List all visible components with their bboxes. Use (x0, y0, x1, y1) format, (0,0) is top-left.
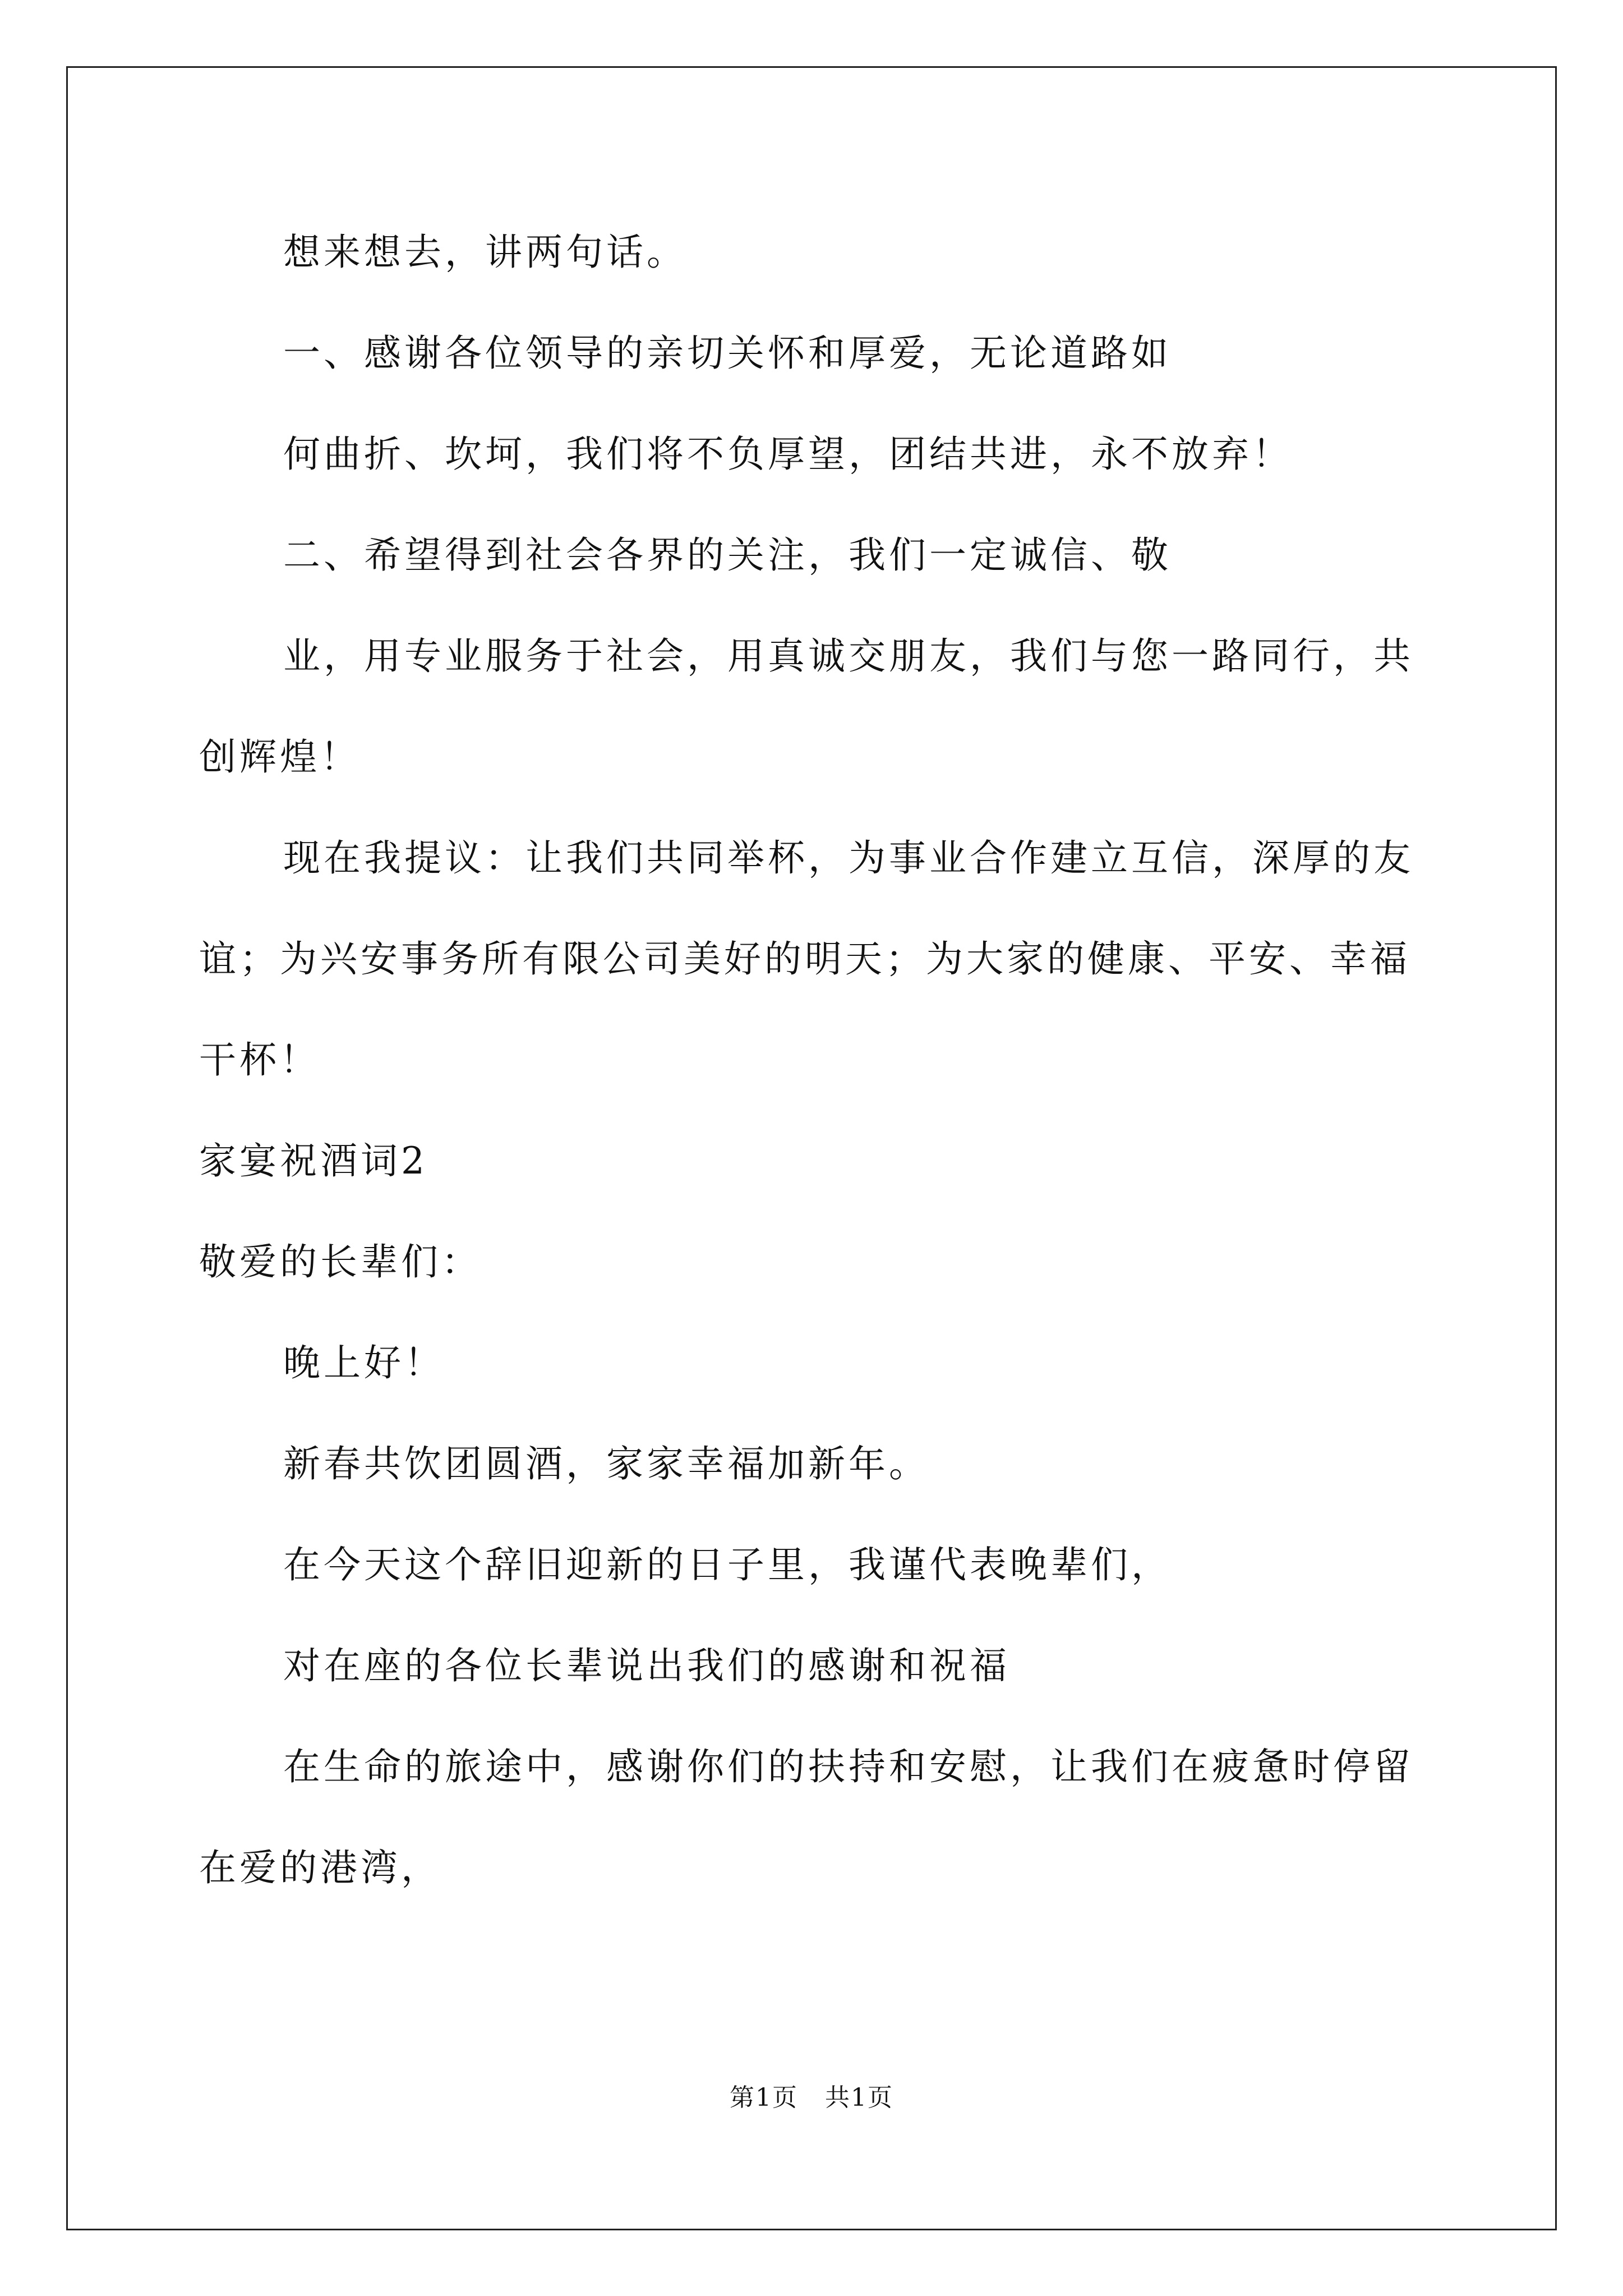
paragraph-line: 晚上好！ (283, 1341, 445, 1384)
paragraph-line: 何曲折、坎坷，我们将不负厚望，团结共进，永不放弃！ (283, 432, 1293, 476)
page-footer (0, 2081, 1623, 2115)
paragraph-line: 在爱的港湾， (199, 1846, 441, 1889)
salutation: 敬爱的长辈们： (199, 1240, 482, 1283)
paragraph-line: 谊；为兴安事务所有限公司美好的明天；为大家的健康、平安、幸福 (199, 937, 1410, 981)
paragraph-line: 在生命的旅途中，感谢你们的扶持和安慰，让我们在疲惫时停留 (283, 1745, 1414, 1788)
paragraph-line: 干杯！ (199, 1038, 320, 1082)
paragraph-line: 业，用专业服务于社会，用真诚交朋友，我们与您一路同行，共 (283, 634, 1414, 678)
paragraph-line: 对在座的各位长辈说出我们的感谢和祝福 (283, 1644, 1010, 1687)
paragraph-line: 在今天这个辞旧迎新的日子里，我谨代表晚辈们， (283, 1543, 1172, 1586)
page-number: 第1页 (730, 2083, 798, 2112)
paragraph-line: 二、希望得到社会各界的关注，我们一定诚信、敬 (283, 533, 1172, 577)
paragraph-line: 想来想去，讲两句话。 (283, 231, 687, 274)
paragraph-line: 一、感谢各位领导的亲切关怀和厚爱，无论道路如 (283, 332, 1172, 375)
page-total: 共1页 (825, 2083, 893, 2112)
paragraph-line: 新春共饮团圆酒，家家幸福加新年。 (283, 1442, 929, 1485)
paragraph-line: 现在我提议：让我们共同举杯，为事业合作建立互信，深厚的友 (283, 836, 1414, 880)
section-title: 家宴祝酒词2 (199, 1139, 428, 1182)
paragraph-line: 创辉煌！ (199, 735, 361, 779)
